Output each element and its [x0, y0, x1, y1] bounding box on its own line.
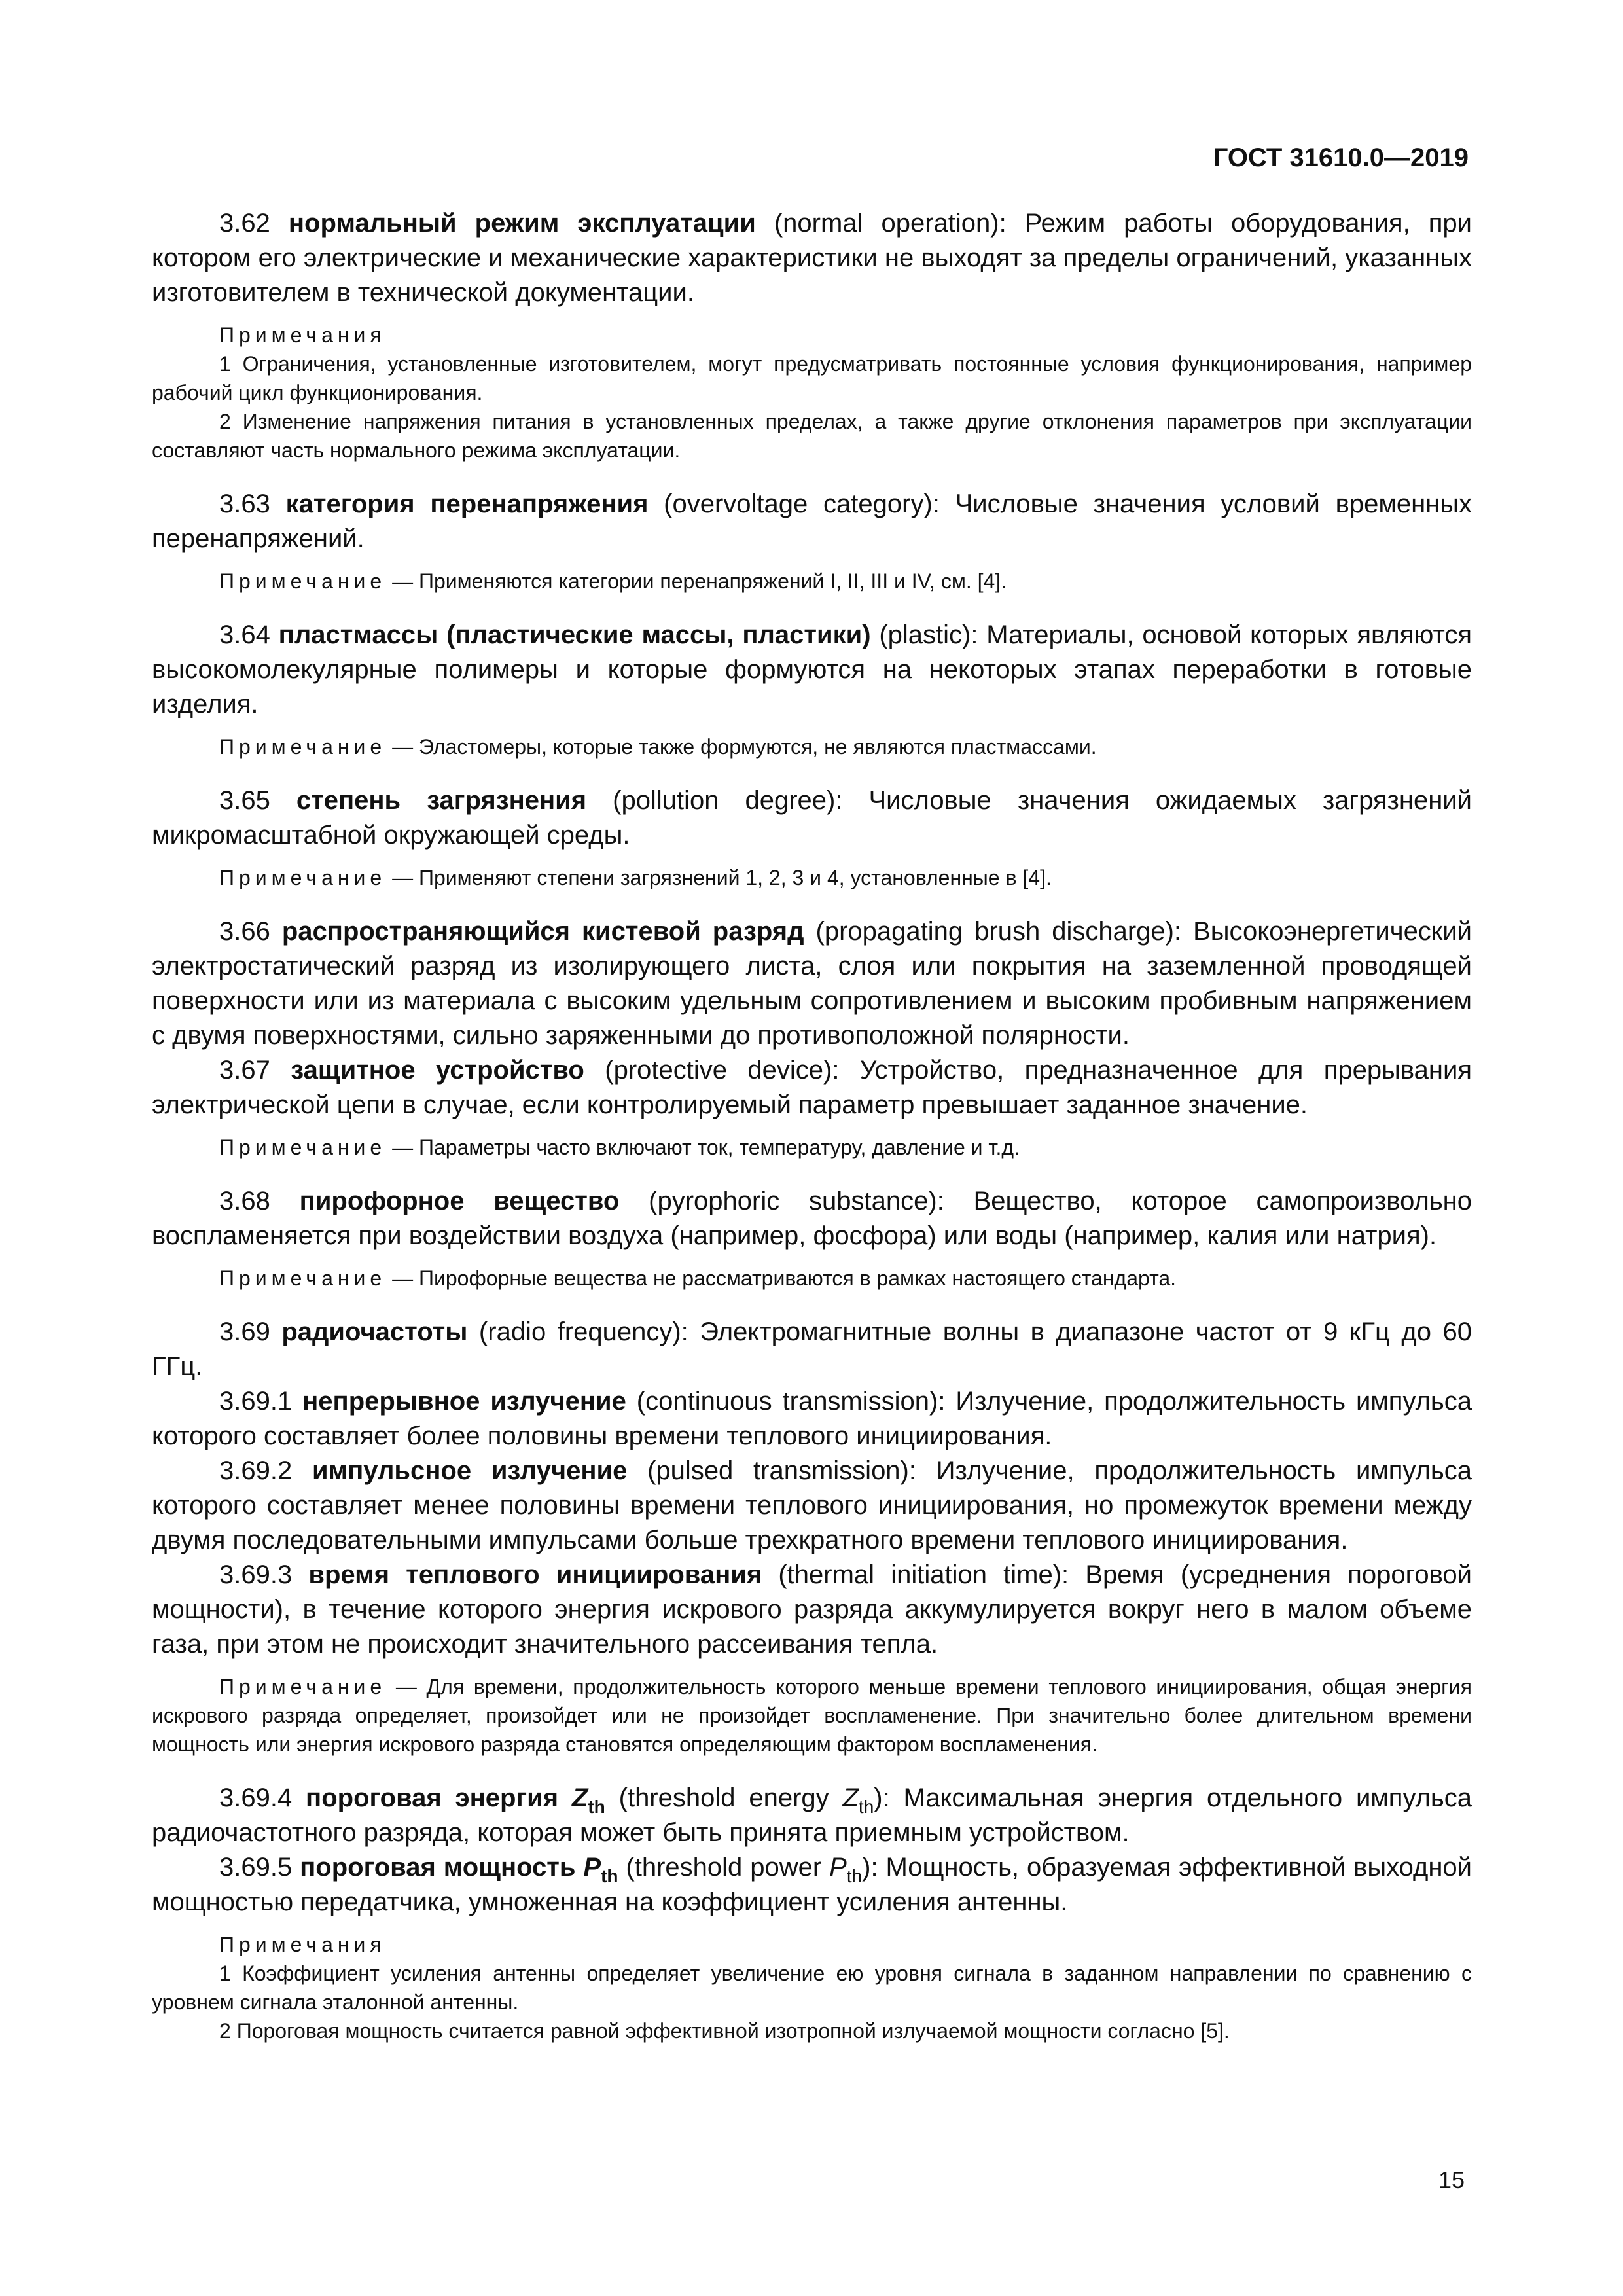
term-entry-3-69-5 [152, 1850, 1472, 1920]
term-entry-3-69-1 [152, 1384, 1472, 1454]
term-title: пирофорное вещество [299, 1187, 620, 1215]
term-title: импульсное излучение [312, 1456, 628, 1485]
note-item: 1 Коэффициент усиления антенны определяет увеличение ею уровня сигнала в заданном направлении по сравнению с уровнем сигнала эталонной антенны. [152, 1962, 1472, 2014]
term-number: 3.67 [219, 1056, 291, 1085]
note-label: Примечание [219, 1136, 387, 1159]
note-3-67 [152, 1133, 1472, 1162]
term-title: пластмассы (пластические массы, пластики) [278, 620, 871, 649]
note-3-68 [152, 1264, 1472, 1293]
term-title: время теплового инициирования [308, 1560, 762, 1589]
term-number: 3.69.3 [219, 1560, 309, 1589]
term-definition: (protective device): Устройство, предназначенное для прерывания электрической цепи в случае, если контролируемый параметр превышает заданное значение. [152, 1056, 1472, 1119]
symbol: Z [571, 1784, 588, 1812]
note-text: — Применяют степени загрязнений 1, 2, 3 и 4, установленные в [4]. [386, 866, 1052, 889]
note-text: — Для времени, продолжительность которого меньше времени теплового инициирования, общая энергия искрового разряда определяет, произойдет или не произойдет воспламенение. При значительно более длительном времени мощность или энергия искрового разряда становятся определяющим фактором воспламенения. [152, 1675, 1472, 1756]
document-page [152, 141, 1472, 2045]
term-definition: (overvoltage category): Числовые значения условий временных перенапряжений. [152, 490, 1472, 553]
symbol: P [583, 1853, 601, 1882]
note-label: Примечание [219, 866, 387, 889]
term-entry-3-67 [152, 1053, 1472, 1122]
note-3-65 [152, 863, 1472, 892]
note-3-69-3 [152, 1672, 1472, 1759]
term-definition-part: (threshold energy [605, 1784, 843, 1812]
note-3-64 [152, 732, 1472, 761]
note-item: 1 Ограничения, установленные изготовителем, могут предусматривать постоянные условия функционирования, например рабочий цикл функционирования. [152, 352, 1472, 404]
term-entry-3-69-4 [152, 1781, 1472, 1850]
term-title: категория перенапряжения [285, 490, 649, 518]
term-definition: (pulsed transmission): Излучение, продолжительность импульса которого составляет менее половины времени теплового инициирования, но промежуток времени между двумя последовательными импульсами больше трехкратного времени теплового инициирования. [152, 1456, 1472, 1554]
term-definition: (normal operation): Режим работы оборудования, при котором его электрические и механические характеристики не выходят за пределы ограничений, указанных изготовителем в технической документации. [152, 209, 1472, 307]
notes-block-3-62 [152, 321, 1472, 465]
note-label: Примечание [219, 569, 387, 593]
notes-heading: Примечания [219, 1933, 386, 1956]
term-number: 3.66 [219, 917, 282, 946]
term-definition: (radio frequency): Электромагнитные волны в диапазоне частот от 9 кГц до 60 ГГц. [152, 1318, 1472, 1381]
term-title: распространяющийся кистевой разряд [281, 917, 804, 946]
note-text: — Пирофорные вещества не рассматриваются в рамках настоящего стандарта. [386, 1266, 1177, 1290]
page-number: 15 [1438, 2166, 1465, 2193]
term-title: защитное устройство [291, 1056, 584, 1085]
term-number: 3.62 [219, 209, 289, 238]
symbol-subscript: th [858, 1797, 874, 1817]
note-label: Примечание [219, 1675, 387, 1698]
term-definition: ): Мощность, образуемая эффективной выходной мощностью передатчика, умноженная на коэффициент усиления антенны. [152, 1853, 1472, 1916]
symbol-subscript: th [846, 1866, 863, 1886]
term-definition: (propagating brush discharge): Высокоэнергетический электростатический разряд из изолирующего листа, слоя или покрытия на заземленной проводящей поверхности или из материала с высоким удельным сопротивлением и высоким пробивным напряжением с двумя поверхностями, сильно заряженными до противоположной полярности. [152, 917, 1472, 1050]
note-item: 2 Пороговая мощность считается равной эффективной изотропной излучаемой мощности согласно [5]. [219, 2019, 1230, 2043]
term-number: 3.69.2 [219, 1456, 312, 1485]
note-text: — Параметры часто включают ток, температуру, давление и т.д. [386, 1136, 1020, 1159]
term-entry-3-64 [152, 618, 1472, 722]
term-definition-part: (threshold power [618, 1853, 830, 1882]
term-number: 3.69.5 [219, 1853, 300, 1882]
term-definition: (pyrophoric substance): Вещество, которое самопроизвольно воспламеняется при воздействии воздуха (например, фосфора) или воды (например, калия или натрия). [152, 1187, 1472, 1250]
term-title: пороговая энергия [306, 1784, 572, 1812]
symbol-subscript: th [588, 1797, 605, 1817]
term-number: 3.65 [219, 786, 296, 815]
note-item: 2 Изменение напряжения питания в установленных пределах, а также другие отклонения параметров при эксплуатации составляют часть нормального режима эксплуатации. [152, 410, 1472, 462]
notes-block-3-69-5 [152, 1930, 1472, 2045]
term-title: радиочастоты [281, 1318, 468, 1346]
term-title: непрерывное излучение [302, 1387, 626, 1416]
term-number: 3.64 [219, 620, 279, 649]
term-definition: (plastic): Материалы, основой которых являются высокомолекулярные полимеры и которые формуются на некоторых этапах переработки в готовые изделия. [152, 620, 1472, 719]
term-title: нормальный режим эксплуатации [288, 209, 756, 238]
term-definition: (thermal initiation time): Время (усреднения пороговой мощности), в течение которого энергия искрового разряда аккумулируется вокруг него в малом объеме газа, при этом не происходит значительного рассеивания тепла. [152, 1560, 1472, 1659]
note-text: — Применяются категории перенапряжений I, II, III и IV, см. [4]. [386, 569, 1007, 593]
term-number: 3.68 [219, 1187, 300, 1215]
note-3-63 [152, 567, 1472, 596]
term-entry-3-69 [152, 1315, 1472, 1384]
term-title: пороговая мощность [300, 1853, 584, 1882]
term-number: 3.69 [219, 1318, 282, 1346]
note-text: — Эластомеры, которые также формуются, не являются пластмассами. [386, 735, 1097, 759]
term-number: 3.63 [219, 490, 286, 518]
term-definition: (pollution degree): Числовые значения ожидаемых загрязнений микромасштабной окружающей среды. [152, 786, 1472, 850]
term-number: 3.69.4 [219, 1784, 306, 1812]
term-title: степень загрязнения [296, 786, 587, 815]
term-entry-3-65 [152, 783, 1472, 853]
term-definition: (continuous transmission): Излучение, продолжительность импульса которого составляет более половины времени теплового инициирования. [152, 1387, 1472, 1450]
term-entry-3-63 [152, 487, 1472, 556]
term-entry-3-69-2 [152, 1454, 1472, 1558]
note-label: Примечание [219, 735, 387, 759]
term-entry-3-62 [152, 206, 1472, 310]
term-entry-3-66 [152, 914, 1472, 1053]
note-label: Примечание [219, 1266, 387, 1290]
symbol: P [829, 1853, 847, 1882]
term-entry-3-68 [152, 1184, 1472, 1253]
symbol-subscript: th [601, 1866, 618, 1886]
term-definition: ): Максимальная энергия отдельного импульса радиочастотного разряда, которая может быть принята приемным устройством. [152, 1784, 1472, 1847]
term-entry-3-69-3 [152, 1558, 1472, 1662]
symbol: Z [842, 1784, 859, 1812]
standard-header: ГОСТ 31610.0—2019 [1213, 143, 1469, 172]
notes-heading: Примечания [219, 323, 386, 347]
term-number: 3.69.1 [219, 1387, 303, 1416]
